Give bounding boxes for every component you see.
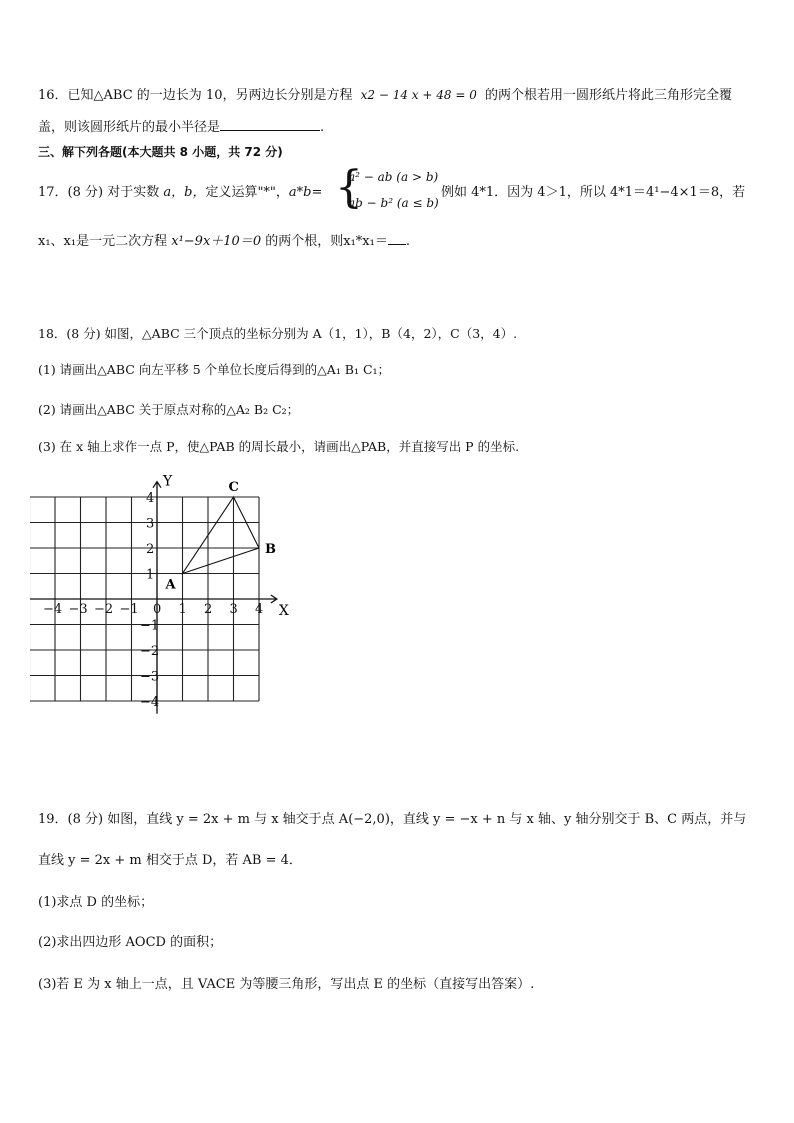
q19-part1: (1)求点 D 的坐标； bbox=[38, 895, 154, 910]
q17-case2: ab − b² (a ≤ b) bbox=[348, 196, 439, 210]
q17-quadratic: x¹−9x＋10＝0 bbox=[171, 234, 262, 249]
q18-part3: (3) 在 x 轴上求作一点 P，使△PAB 的周长最小，请画出△PAB，并直接写出 P 的坐标. bbox=[38, 439, 520, 454]
point-c-label: C bbox=[228, 480, 239, 495]
y-tick-label: −2 bbox=[140, 644, 160, 659]
y-tick-label: −1 bbox=[140, 618, 160, 634]
q17-operation: a*b= bbox=[288, 185, 323, 200]
q17-define: 定义运算"*"， bbox=[205, 185, 289, 200]
section3-heading: 三、解下列各题(本大题共 8 小题，共 72 分) bbox=[38, 145, 283, 159]
q19-line1: 19．(8 分) 如图，直线 y = 2x + m 与 x 轴交于点 A(−2,0)，直线 y = −x + n 与 x 轴、y 轴分别交于 B、C 两点，并与 bbox=[38, 812, 747, 827]
triangle-abc bbox=[183, 497, 260, 574]
q16-line2 bbox=[38, 116, 324, 135]
q18-part1: (1) 请画出△ABC 向左平移 5 个单位长度后得到的△A₁ B₁ C₁； bbox=[38, 362, 391, 377]
q17-brace: { bbox=[335, 162, 363, 213]
y-axis-label: Y bbox=[163, 473, 173, 490]
q18-part2: (2) 请画出△ABC 关于原点对称的△A₂ B₂ C₂； bbox=[38, 402, 300, 417]
q17-period: . bbox=[405, 234, 410, 249]
x-tick-label: 2 bbox=[204, 602, 213, 617]
q16-text-b: 的两个根若用一圆形纸片将此三角形完全覆 bbox=[484, 88, 732, 103]
q17-roots-text-b: 的两个根，则 bbox=[265, 234, 344, 249]
x-axis-label: X bbox=[278, 603, 289, 619]
x-tick-label: 3 bbox=[229, 602, 238, 617]
y-tick-label: 4 bbox=[146, 491, 155, 506]
x-tick-label: 1 bbox=[178, 602, 187, 617]
q17-roots-text: x₁、x₁是一元二次方程 bbox=[38, 234, 168, 249]
q17-expression: x₁*x₁＝ bbox=[343, 234, 388, 249]
q17-line1 bbox=[38, 181, 322, 200]
q17-answer-blank[interactable] bbox=[388, 234, 406, 245]
q17-case1: a² − ab (a > b) bbox=[348, 170, 439, 184]
x-tick-label: −1 bbox=[119, 602, 139, 617]
q16-answer-blank[interactable] bbox=[220, 118, 320, 131]
point-b-label: B bbox=[265, 542, 276, 557]
point-a-label: A bbox=[165, 577, 176, 593]
x-tick-label: −3 bbox=[68, 602, 88, 617]
q16-text-c: 盖，则该圆形纸片的最小半径是 bbox=[38, 120, 221, 135]
q16-period: . bbox=[320, 120, 325, 135]
q17-line2 bbox=[38, 230, 410, 249]
x-tick-label: 0 bbox=[153, 602, 162, 617]
tick-labels bbox=[43, 491, 263, 710]
q18-intro: 18．(8 分) 如图，△ABC 三个顶点的坐标分别为 A（1，1），B（4，2），C（3，4）. bbox=[38, 326, 518, 341]
q17-prefix: 17．(8 分) 对于实数 bbox=[38, 185, 160, 200]
q17-vars: a，b， bbox=[163, 185, 206, 200]
q16-text-a: 16．已知△ABC 的一边长为 10，另两边长分别是方程 bbox=[38, 88, 353, 103]
q19-part2: (2)求出四边形 AOCD 的面积； bbox=[38, 935, 223, 950]
q19-line2: 直线 y = 2x + m 相交于点 D，若 AB = 4． bbox=[38, 853, 302, 868]
y-tick-label: 2 bbox=[146, 542, 155, 557]
y-tick-label: −3 bbox=[140, 669, 160, 685]
y-tick-label: 1 bbox=[146, 567, 155, 583]
x-tick-label: 4 bbox=[255, 602, 264, 617]
q17-example: 例如 4*1．因为 4＞1，所以 4*1＝4¹−4×1＝8，若 bbox=[441, 185, 746, 200]
q16-line1 bbox=[38, 84, 732, 103]
x-tick-label: −4 bbox=[43, 602, 63, 617]
x-tick-label: −2 bbox=[94, 602, 114, 617]
y-tick-label: 3 bbox=[146, 516, 155, 532]
q16-equation: x2 − 14 x + 48 = 0 bbox=[360, 88, 477, 102]
y-tick-label: −4 bbox=[140, 695, 160, 710]
coordinate-grid-figure bbox=[30, 472, 290, 722]
q19-part3: (3)若 E 为 x 轴上一点，且 VACE 为等腰三角形，写出点 E 的坐标（直接写出答案）. bbox=[38, 977, 535, 992]
